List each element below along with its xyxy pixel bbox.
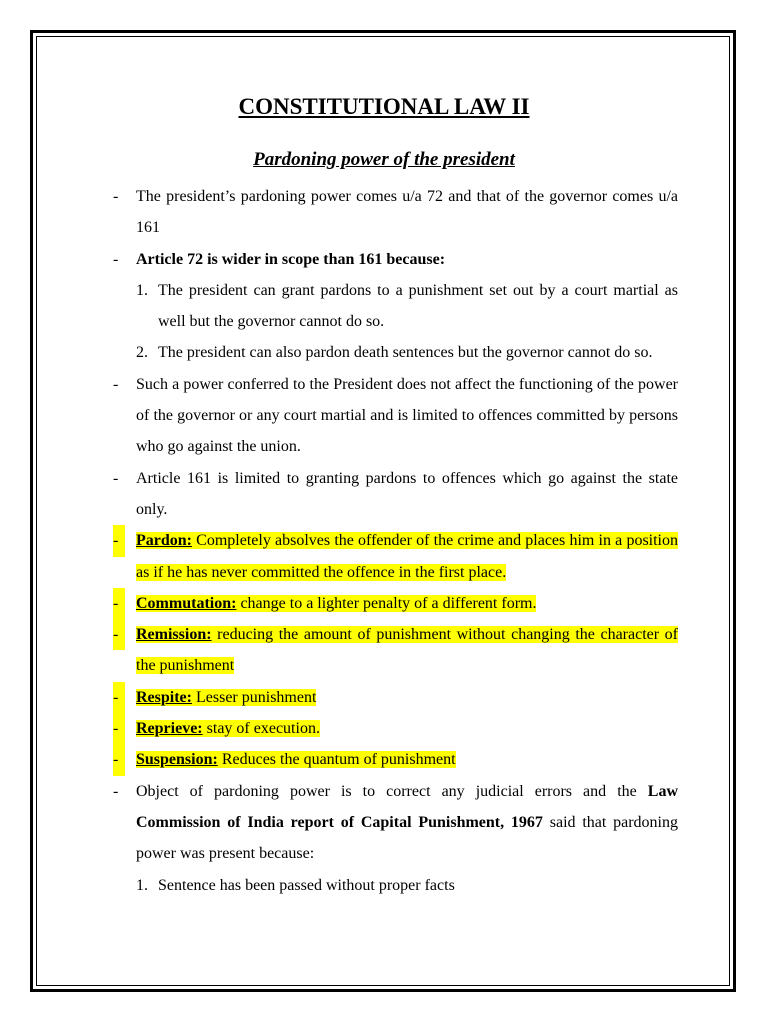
bullet-dash: - [113, 744, 125, 775]
document-subtitle: Pardoning power of the president [253, 149, 515, 170]
document-title: CONSTITUTIONAL LAW II [238, 94, 530, 119]
list-item-president-power-scope [0, 369, 768, 463]
definition-text: stay of execution. [202, 720, 320, 738]
list-item-commutation-definition [0, 588, 768, 619]
bullet-dash: - [113, 469, 119, 487]
list-item-remission-definition [0, 619, 768, 682]
term-commutation: Commutation: [136, 594, 237, 612]
item-number: 1. [136, 281, 148, 299]
law-commission-report: Law Commission of India report of Capital Punishment, 1967 [136, 782, 678, 831]
numbered-item-court-martial [0, 275, 768, 338]
list-item-suspension-definition [0, 744, 768, 775]
bullet-dash: - [113, 682, 125, 713]
bullet-dash: - [113, 713, 125, 744]
document-body [0, 181, 768, 901]
term-suspension: Suspension: [136, 751, 218, 769]
list-item-object-of-pardoning [0, 776, 768, 870]
term-pardon: Pardon: [136, 532, 192, 550]
item-text-before: Object of pardoning power is to correct any judicial errors and the [136, 782, 648, 800]
term-respite: Respite: [136, 688, 192, 706]
bullet-dash: - [113, 250, 119, 268]
bullet-dash: - [113, 619, 125, 650]
definition-text: change to a lighter penalty of a different form. [236, 594, 537, 612]
item-text-after: said that pardoning power was present because: [136, 813, 678, 863]
list-item-article-72-wider [0, 244, 768, 275]
item-text: The president can grant pardons to a punishment set out by a court martial as well but the governor cannot do so. [158, 281, 678, 331]
bullet-dash: - [113, 525, 125, 556]
definition-text: Reduces the quantum of punishment [217, 751, 456, 769]
item-text: Article 161 is limited to granting pardons to offences which go against the state only. [136, 469, 678, 518]
list-item-pardon-definition [0, 525, 768, 588]
item-text: The president can also pardon death sentences but the governor cannot do so. [158, 344, 653, 362]
definition-text: Lesser punishment [191, 688, 317, 706]
item-number: 1. [136, 876, 148, 894]
list-item-reprieve-definition [0, 713, 768, 744]
term-remission: Remission: [136, 626, 212, 644]
list-item-pardoning-power-articles [0, 181, 768, 244]
bold-statement: Article 72 is wider in scope than 161 because: [136, 250, 446, 268]
list-item-respite-definition [0, 682, 768, 713]
item-text: The president’s pardoning power comes u/a 72 and that of the governor comes u/a 161 [136, 188, 678, 237]
item-number: 2. [136, 344, 148, 362]
item-text: Sentence has been passed without proper facts [158, 876, 455, 894]
bullet-dash: - [113, 588, 125, 619]
bullet-dash: - [113, 375, 119, 393]
numbered-item-death-sentences [0, 337, 768, 368]
item-text: Such a power conferred to the President does not affect the functioning of the power of the governor or any court martial and is limited to offences committed by persons who go against the union. [136, 375, 678, 456]
list-item-article-161-limit [0, 463, 768, 526]
bullet-dash: - [113, 782, 119, 800]
term-reprieve: Reprieve: [136, 720, 203, 738]
numbered-item-proper-facts [0, 870, 768, 901]
definition-text: reducing the amount of punishment without changing the character of the punishment [136, 626, 678, 675]
definition-text: Completely absolves the offender of the crime and places him in a position as if he has never committed the offence in the first place. [136, 532, 678, 581]
bullet-dash: - [113, 188, 119, 205]
